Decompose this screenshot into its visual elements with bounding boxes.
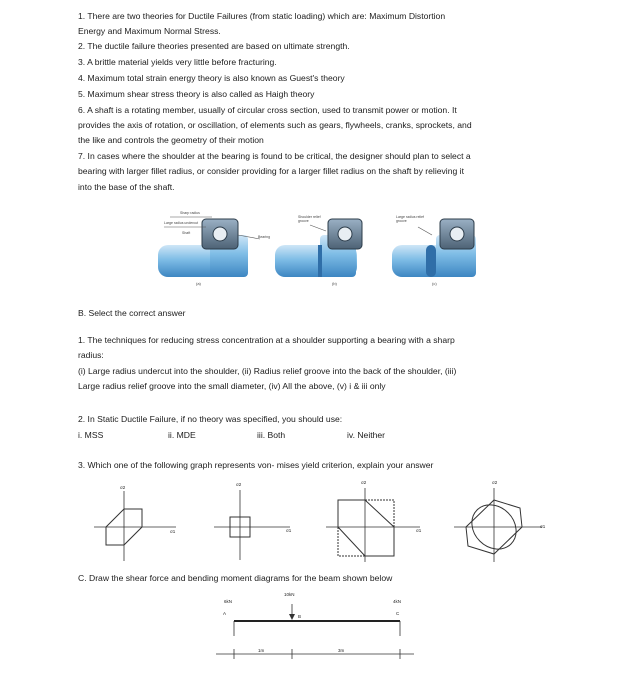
q2-option-ii: ii. MDE bbox=[168, 430, 196, 440]
span-bc-label: 3m bbox=[338, 648, 345, 653]
span-ab-label: 1m bbox=[258, 648, 265, 653]
statement-6-line-2: provides the axis of rotation, or oscillation, of elements such as gears, flywheels, cranks, sprockets, and bbox=[78, 120, 472, 130]
shaft-a bbox=[158, 217, 260, 277]
statement-1-line-2: Energy and Maximum Normal Stress. bbox=[78, 26, 221, 36]
statement-6-line-1: 6. A shaft is a rotating member, usually of circular cross section, used to transmit power or motion. It bbox=[78, 105, 457, 115]
statement-3: 3. A brittle material yields very little before fracturing. bbox=[78, 57, 277, 67]
yield-graph-2 bbox=[210, 480, 305, 565]
subfigure-b-label: (b) bbox=[332, 281, 337, 286]
statement-1-line-1: 1. There are two theories for Ductile Failures (from static loading) which are: Maximum Distortion bbox=[78, 11, 446, 21]
statement-7-line-3: into the base of the shaft. bbox=[78, 182, 175, 192]
yield-graph-4 bbox=[450, 480, 550, 565]
label-sharp-radius: Sharp radius bbox=[180, 211, 200, 215]
graph-1-sigma2-label: σ2 bbox=[120, 485, 126, 490]
point-a-label: A bbox=[223, 611, 227, 616]
label-large-radius-relief-groove: Large radius relief groove bbox=[396, 215, 425, 223]
statement-2: 2. The ductile failure theories presented are based on ultimate strength. bbox=[78, 41, 350, 51]
statement-7-line-2: bearing with larger fillet radius, or consider providing for a larger fillet radius on the shaft by relieving it bbox=[78, 166, 464, 176]
graph-4-sigma1-label: σ1 bbox=[540, 524, 546, 529]
load-c-value: 4kN bbox=[393, 599, 402, 604]
q2-option-iv: iv. Neither bbox=[347, 430, 386, 440]
q3-question: 3. Which one of the following graph represents von- mises yield criterion, explain your answer bbox=[78, 460, 434, 470]
graph-4-sigma2-label: σ2 bbox=[492, 480, 498, 485]
load-b-value: 10kN bbox=[284, 592, 295, 597]
label-shaft: Shaft bbox=[182, 231, 191, 235]
graph-1-sigma1-label: σ1 bbox=[170, 529, 176, 534]
part-b-heading: B. Select the correct answer bbox=[78, 308, 186, 318]
graph-3-hexagon bbox=[338, 500, 394, 556]
subfigure-a-label: (a) bbox=[196, 281, 201, 286]
part-c-heading: C. Draw the shear force and bending moment diagrams for the beam shown below bbox=[78, 573, 393, 583]
shaft-c bbox=[392, 219, 476, 277]
beam-diagram bbox=[210, 590, 420, 670]
yield-graph-1 bbox=[90, 485, 185, 565]
graph-2-sigma1-label: σ1 bbox=[286, 528, 292, 533]
shaft-b bbox=[275, 219, 362, 277]
q2-option-i: i. MSS bbox=[78, 430, 104, 440]
subfigure-c-label: (c) bbox=[432, 281, 437, 286]
point-c-label: C bbox=[396, 611, 400, 616]
load-b-arrowhead bbox=[289, 614, 295, 620]
statement-5: 5. Maximum shear stress theory is also called as Haigh theory bbox=[78, 89, 315, 99]
label-bearing: Bearing bbox=[258, 235, 271, 239]
q1-options-line-1: (i) Large radius undercut into the shoulder, (ii) Radius relief groove into the back of the shoulder, (iii) bbox=[78, 366, 457, 376]
q1-options-line-2: Large radius relief groove into the small diameter, (iv) All the above, (v) i & iii only bbox=[78, 381, 386, 391]
graph-2-sigma2-label: σ2 bbox=[236, 482, 242, 487]
statement-7-line-1: 7. In cases where the shoulder at the bearing is found to be critical, the designer should plan to select a bbox=[78, 151, 471, 161]
q1-line-2: radius: bbox=[78, 350, 104, 360]
graph-3-sigma1-label: σ1 bbox=[416, 528, 422, 533]
label-large-radius-undercut: Large radius undercut bbox=[164, 221, 199, 225]
yield-graph-3 bbox=[320, 480, 430, 565]
graph-3-sigma2-label: σ2 bbox=[361, 480, 367, 485]
q2-option-iii: iii. Both bbox=[257, 430, 286, 440]
label-shoulder-relief-groove: Shoulder relief groove bbox=[298, 215, 321, 223]
load-a-value: 6kN bbox=[224, 599, 233, 604]
point-b-label: B bbox=[298, 614, 302, 619]
q2-question: 2. In Static Ductile Failure, if no theory was specified, you should use: bbox=[78, 414, 343, 424]
statement-6-line-3: the like and controls the geometry of their motion bbox=[78, 135, 264, 145]
shaft-bearing-figure bbox=[150, 205, 480, 295]
graph-3-square bbox=[338, 500, 394, 556]
statement-4: 4. Maximum total strain energy theory is also known as Guest's theory bbox=[78, 73, 345, 83]
q1-line-1: 1. The techniques for reducing stress concentration at a shoulder supporting a bearing with a sharp bbox=[78, 335, 455, 345]
